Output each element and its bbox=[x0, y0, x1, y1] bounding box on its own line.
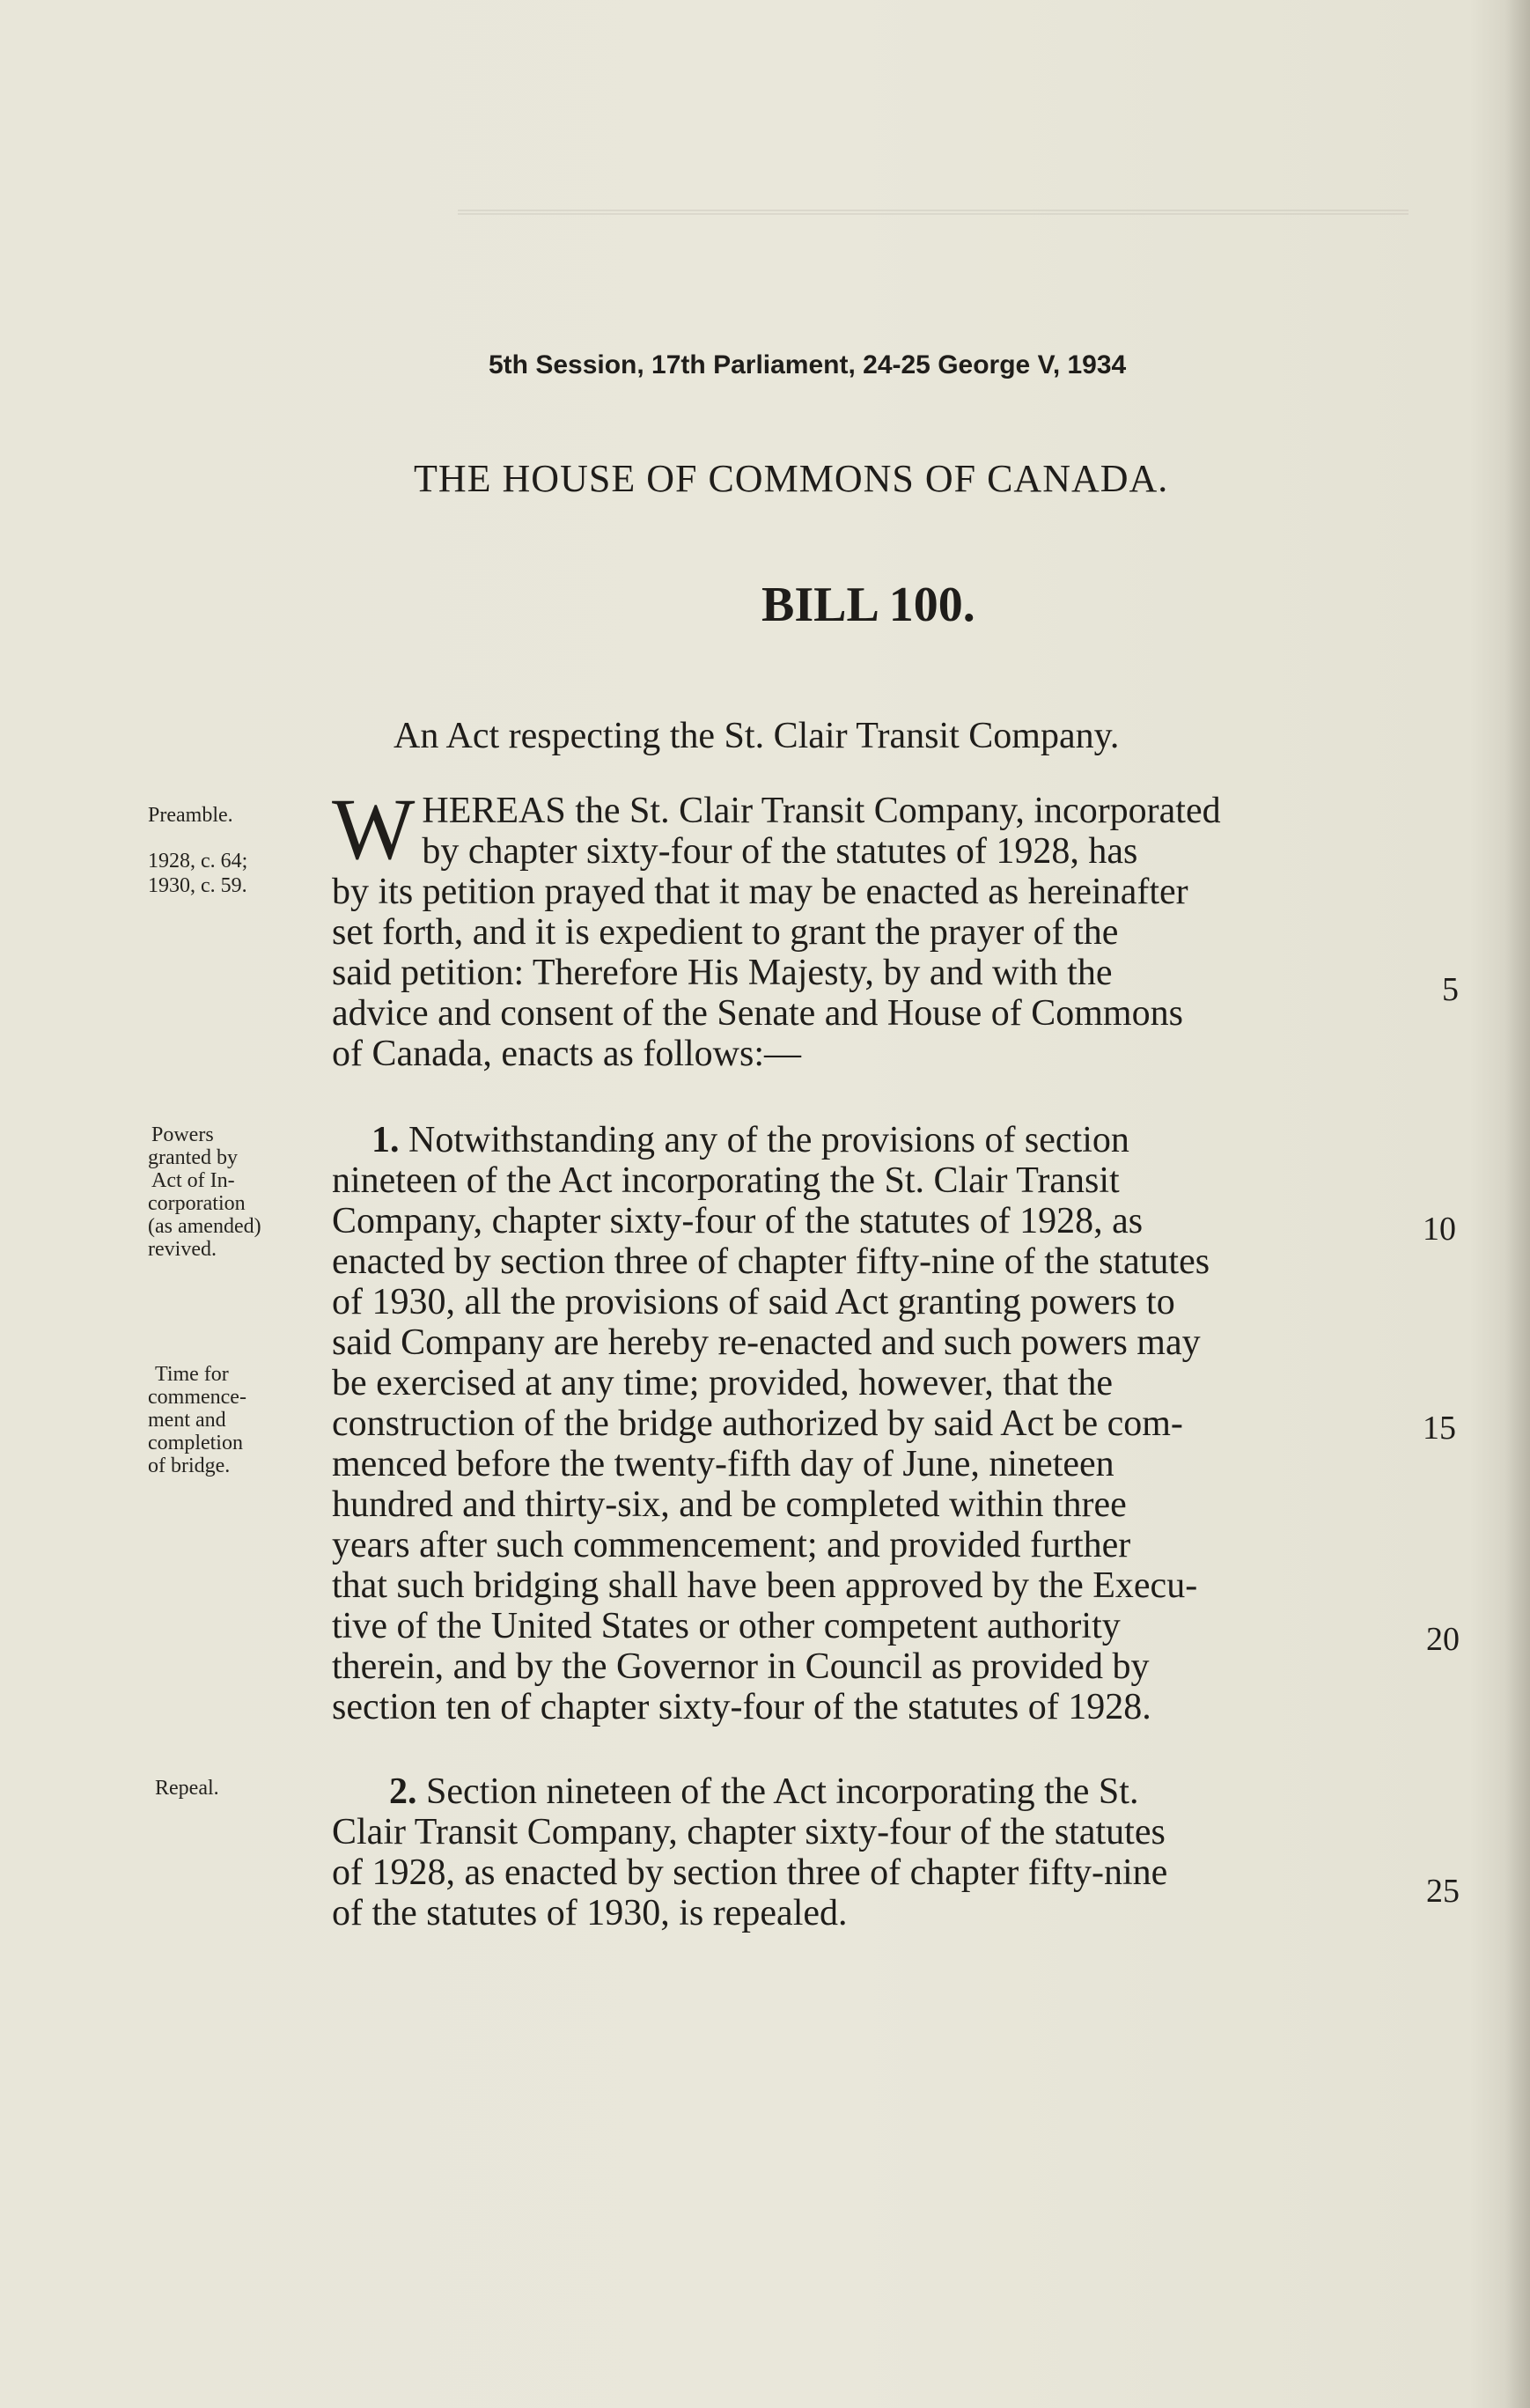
margin-note-statute-2: 1930, c. 59. bbox=[148, 874, 247, 897]
margin-note-powers-6: revived. bbox=[148, 1238, 217, 1261]
margin-note-powers-5: (as amended) bbox=[148, 1215, 261, 1238]
section-1-line: of 1930, all the provisions of said Act granting powers to bbox=[332, 1282, 1175, 1322]
margin-note-powers-2: granted by bbox=[148, 1146, 238, 1169]
act-title: An Act respecting the St. Clair Transit Company. bbox=[394, 716, 1120, 756]
section-1-line: tive of the United States or other competent authority bbox=[332, 1606, 1121, 1646]
section-1-line-text: Notwithstanding any of the provisions of section bbox=[408, 1120, 1129, 1160]
section-2-line-text: Section nineteen of the Act incorporating the St. bbox=[426, 1771, 1139, 1812]
preamble-line: advice and consent of the Senate and House of Commons bbox=[332, 993, 1183, 1034]
section-number: 1. bbox=[371, 1120, 400, 1160]
preamble-paragraph bbox=[332, 780, 1403, 878]
section-2-line: of the statutes of 1930, is repealed. bbox=[332, 1893, 848, 1933]
section-1-line: be exercised at any time; provided, however, that the bbox=[332, 1363, 1113, 1403]
margin-note-time-3: ment and bbox=[148, 1409, 226, 1432]
line-number: 20 bbox=[1426, 1621, 1460, 1658]
section-1-line: Company, chapter sixty-four of the statutes of 1928, as bbox=[332, 1201, 1144, 1241]
session-heading: 5th Session, 17th Parliament, 24-25 George V, 1934 bbox=[489, 350, 1127, 379]
section-1-line: years after such commencement; and provided further bbox=[332, 1525, 1131, 1565]
margin-note-time-1: Time for bbox=[155, 1363, 229, 1386]
section-1-line: therein, and by the Governor in Council as provided by bbox=[332, 1646, 1150, 1687]
preamble-line: of Canada, enacts as follows:— bbox=[332, 1034, 802, 1074]
section-1-line: menced before the twenty-fifth day of June, nineteen bbox=[332, 1444, 1114, 1484]
preamble-line bbox=[332, 831, 1403, 872]
line-number: 15 bbox=[1423, 1410, 1456, 1447]
page-edge-shadow bbox=[1505, 0, 1530, 2408]
preamble-line: by its petition prayed that it may be enacted as hereinafter bbox=[332, 872, 1188, 912]
bleed-through-rule bbox=[458, 213, 1409, 215]
margin-note-powers-1: Powers bbox=[151, 1123, 214, 1146]
margin-note-preamble: Preamble. bbox=[148, 804, 233, 827]
margin-note-time-5: of bridge. bbox=[148, 1454, 231, 1477]
section-1-line: that such bridging shall have been approved by the Execu- bbox=[332, 1565, 1198, 1606]
section-2-first-line bbox=[389, 1771, 1138, 1812]
line-number: 10 bbox=[1423, 1211, 1456, 1248]
section-1-line: hundred and thirty-six, and be completed within three bbox=[332, 1484, 1127, 1525]
section-1-line: section ten of chapter sixty-four of the statutes of 1928. bbox=[332, 1687, 1151, 1727]
house-heading: THE HOUSE OF COMMONS OF CANADA. bbox=[414, 457, 1169, 500]
section-1-line: construction of the bridge authorized by said Act be com- bbox=[332, 1403, 1183, 1444]
preamble-line-text: by chapter sixty-four of the statutes of 1928, has bbox=[422, 831, 1138, 872]
preamble-line: set forth, and it is expedient to grant the prayer of the bbox=[332, 912, 1119, 953]
margin-note-powers-3: Act of In- bbox=[151, 1169, 235, 1192]
margin-note-powers-4: corporation bbox=[148, 1192, 246, 1215]
section-1-first-line bbox=[371, 1120, 1129, 1160]
margin-note-time-2: commence- bbox=[148, 1386, 246, 1409]
section-1-line: nineteen of the Act incorporating the St. Clair Transit bbox=[332, 1160, 1120, 1201]
section-number: 2. bbox=[389, 1771, 417, 1812]
dropcap-letter: W bbox=[332, 780, 416, 878]
section-2-line: Clair Transit Company, chapter sixty-four of the statutes bbox=[332, 1812, 1166, 1852]
section-2-line: of 1928, as enacted by section three of chapter fifty-nine bbox=[332, 1852, 1168, 1893]
section-1-line: said Company are hereby re-enacted and such powers may bbox=[332, 1322, 1201, 1363]
margin-note-time-4: completion bbox=[148, 1432, 243, 1454]
bill-number: BILL 100. bbox=[761, 578, 975, 632]
margin-note-statute-1: 1928, c. 64; bbox=[148, 850, 248, 873]
bleed-through-rule bbox=[458, 210, 1409, 211]
line-number: 5 bbox=[1442, 971, 1459, 1008]
preamble-line: said petition: Therefore His Majesty, by and with the bbox=[332, 953, 1113, 993]
preamble-line bbox=[422, 791, 1403, 831]
preamble-line-text: HEREAS the St. Clair Transit Company, incorporated bbox=[422, 791, 1221, 831]
line-number: 25 bbox=[1426, 1873, 1460, 1910]
margin-note-repeal: Repeal. bbox=[155, 1777, 219, 1800]
section-1-line: enacted by section three of chapter fifty-nine of the statutes bbox=[332, 1241, 1210, 1282]
